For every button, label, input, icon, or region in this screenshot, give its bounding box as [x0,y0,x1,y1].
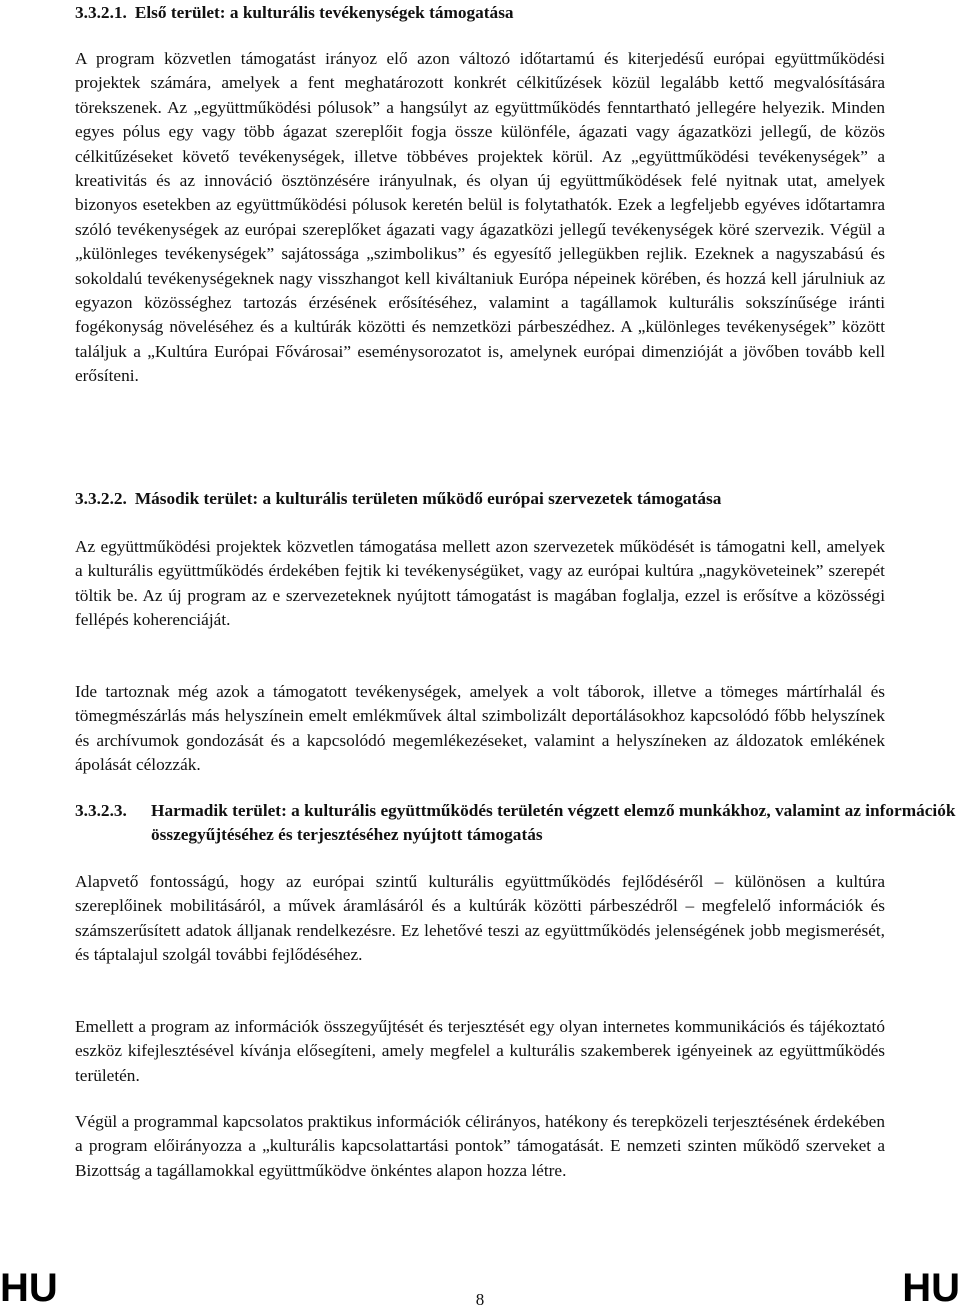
section-title: Harmadik terület: a kulturális együttműködés területén végzett elemző munkákhoz, valamint az információk összegyűjtéséhez és terjesztéséhez nyújtott támogatás [151,801,956,845]
section-number: 3.3.2.2. [75,489,127,508]
paragraph: Emellett a program az információk összegyűjtését és terjesztését egy olyan internetes kommunikációs és tájékoztató eszköz kifejlesztésével kívánja elősegíteni, amely megfelel a kulturális szakemberek igényeinek az együttműködés területén. [75,1017,885,1085]
section-heading-3-3-2-2 [75,487,885,511]
paragraph: Alapvető fontosságú, hogy az európai szintű kulturális együttműködés fejlődéséről – különösen a kultúra szereplőinek mobilitásáról, a művek áramlásáról és a kultúrák közötti párbeszédről – megfelelő információk és számszerűsített adatok álljanak rendelkezésre. Ez lehetővé teszi az együttműködés jelenségének jobb megismerését, és táptalajul szolgál további fejlődéséhez. [75,872,885,965]
section-title: Első terület: a kulturális tevékenységek támogatása [134,3,514,22]
section-heading-3-3-2-1 [75,1,885,25]
footer-language-code-right: HU [902,1266,960,1310]
section-number: 3.3.2.1. [75,3,127,22]
section-title: Második terület: a kulturális területen működő európai szervezetek támogatása [134,489,722,508]
footer-language-code-left: HU [0,1266,58,1310]
section-heading-3-3-2-3 [75,799,960,848]
page-number: 8 [475,1290,485,1309]
paragraph: Az együttműködési projektek közvetlen támogatása mellett azon szervezetek működését is támogatni kell, amelyek a kulturális együttműködés érdekében fejtik ki tevékenységüket, vagy az európai kultúra „nagyköveteinek” szerepét töltik be. Az új program az e szervezeteknek nyújtott támogatást is magában foglalja, ezzel is erősítve a közösségi fellépés koherenciáját. [75,537,885,630]
paragraph: Ide tartoznak még azok a támogatott tevékenységek, amelyek a volt táborok, illetve a tömeges mártírhalál és tömegmészárlás más helyszínein emelt emlékművek által szimbolizált deportálásokhoz kapcsolódó főbb helyszínek és archívumok gondozását és a kapcsolódó megemlékezéseket, valamint a helyszíneken az áldozatok emlékének ápolását célozzák. [75,682,885,775]
section-number: 3.3.2.3. [75,801,127,820]
paragraph: A program közvetlen támogatást irányoz elő azon változó időtartamú és kiterjedésű európai együttműködési projektek számára, amelyek a fent meghatározott konkrét célkitűzések közül legalább kettő megvalósítására törekszenek. Az „együttműködési pólusok” a hangsúlyt az együttműködés fenntartható jellegére helyezik. Minden egyes pólus egy vagy több ágazat szereplőit fogja össze különféle, ágazati vagy ágazatközi jellegű, de közös célkitűzéseket követő tevékenységek, illetve többéves projektek körül. Az „együttműködési tevékenységek” a kreativitás és az innováció ösztönzésére irányulnak, és olyan új együttműködések felé nyitnak utat, amelyek bizonyos esetekben az együttműködési pólusok keretén belül is folytathatók. Ezek a legfeljebb egyéves időtartamra szóló tevékenységek az európai szereplőket ágazati vagy ágazatközi jellegű tevékenységek köré szervezik. Végül a „különleges tevékenységek” sajátossága „szimbolikus” és egyesítő jellegükben rejlik. Ezeknek a nagyszabású és sokoldalú tevékenységeknek nagy visszhangot kell kiváltaniuk Európa népeinek körében, és hozzá kell járulniuk az egyazon közösséghez tartozás érzésének erősítéséhez, valamint a tagállamok kulturális sokszínűsége iránti fogékonyság növeléséhez és a kultúrák közötti és nemzetközi párbeszédhez. A „különleges tevékenységek” között találjuk a „Kultúra Európai Fővárosai” eseménysorozatot is, amelynek európai dimenzióját a jövőben tovább kell erősíteni. [75,49,885,386]
paragraph: Végül a programmal kapcsolatos praktikus információk célirányos, hatékony és terepközeli terjesztésének érdekében a program előirányozza a „kulturális kapcsolattartási pontok” támogatását. E nemzeti szinten működő szerveket a Bizottság a tagállamokkal együttműködve önkéntes alapon hozza létre. [75,1112,885,1180]
